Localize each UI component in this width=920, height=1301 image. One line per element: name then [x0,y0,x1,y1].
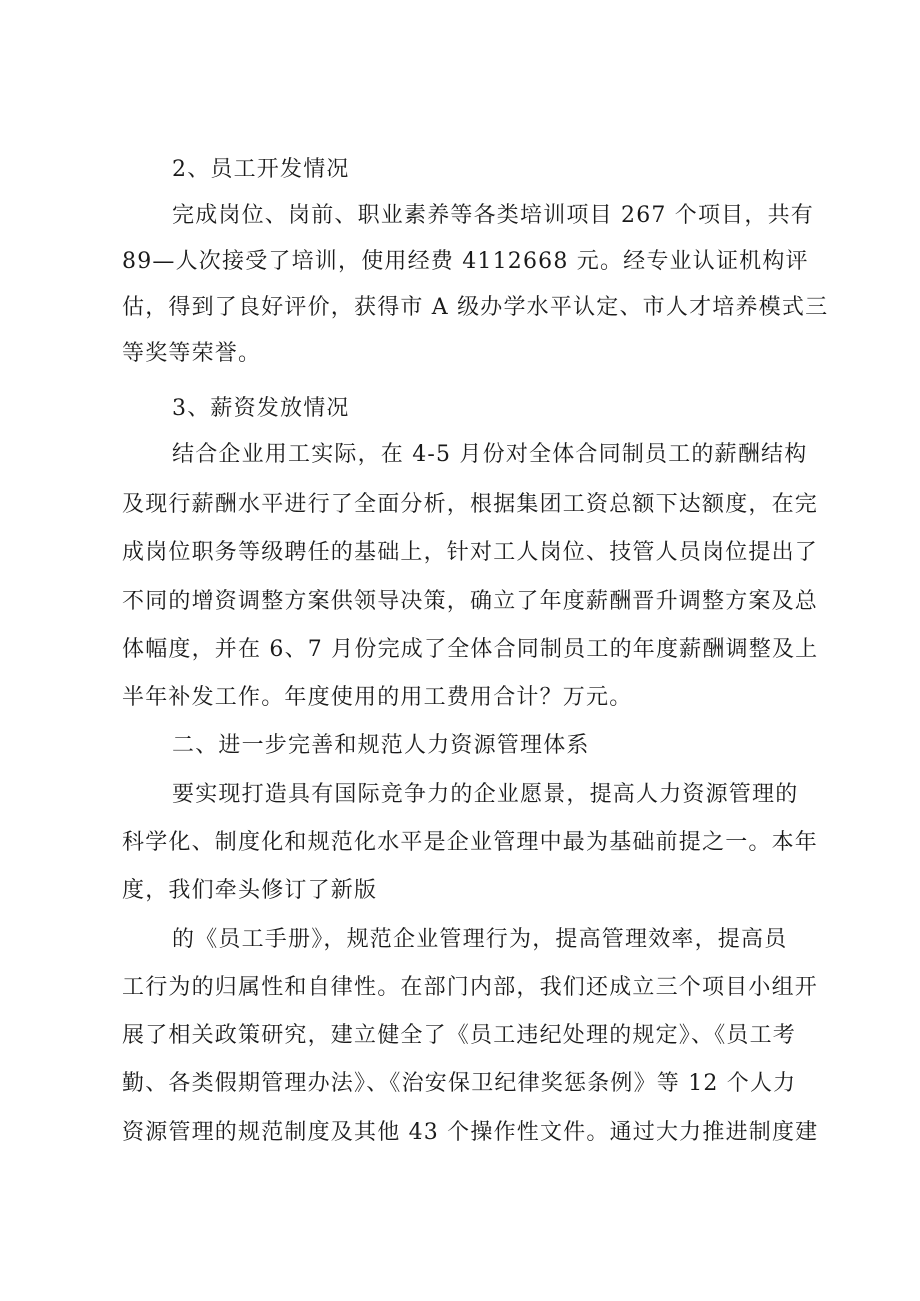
paragraph-line: 体幅度，并在 6、7 月份完成了全体合同制员工的年度薪酬调整及上 [122,637,819,662]
paragraph-line: 勤、各类假期管理办法》、《治安保卫纪律奖惩条例》等 12 个人力 [122,1071,797,1096]
paragraph-line: 工行为的归属性和自律性。在部门内部，我们还成立三个项目小组开 [122,975,819,1000]
paragraph-line: 度，我们牵头修订了新版 [122,878,378,903]
paragraph-line: 结合企业用工实际，在 4-5 月份对全体合同制员工的薪酬结构 [172,442,808,467]
paragraph-line: 科学化、制度化和规范化水平是企业管理中最为基础前提之一。本年 [122,830,819,855]
paragraph-line: 要实现打造具有国际竞争力的企业愿景，提高人力资源管理的 [172,782,799,807]
heading-salary-payment: 3、薪资发放情况 [172,396,350,421]
section-heading-hr-system: 二、进一步完善和规范人力资源管理体系 [172,733,590,758]
paragraph-line: 估，得到了良好评价，获得市 A 级办学水平认定、市人才培养模式三 [122,295,829,320]
paragraph-line: 及现行薪酬水平进行了全面分析，根据集团工资总额下达额度，在完 [122,492,819,517]
paragraph-line: 89—人次接受了培训，使用经费 4112668 元。经专业认证机构评 [122,249,809,274]
paragraph-line: 展了相关政策研究，建立健全了《员工违纪处理的规定》、《员工考 [122,1023,797,1048]
paragraph-line: 半年补发工作。年度使用的用工费用合计？万元。 [122,685,633,710]
paragraph-line: 的《员工手册》，规范企业管理行为，提高管理效率，提高员 [172,927,788,952]
paragraph-line: 成岗位职务等级聘任的基础上，针对工人岗位、技管人员岗位提出了 [122,540,819,565]
heading-employee-development: 2、员工开发情况 [172,157,350,182]
paragraph-line: 资源管理的规范制度及其他 43 个操作性文件。通过大力推进制度建 [122,1120,819,1145]
paragraph-line: 完成岗位、岗前、职业素养等各类培训项目 267 个项目，共有 [172,203,814,228]
paragraph-line: 等奖等荣誉。 [122,341,262,366]
paragraph-line: 不同的增资调整方案供领导决策，确立了年度薪酬晋升调整方案及总 [122,589,819,614]
